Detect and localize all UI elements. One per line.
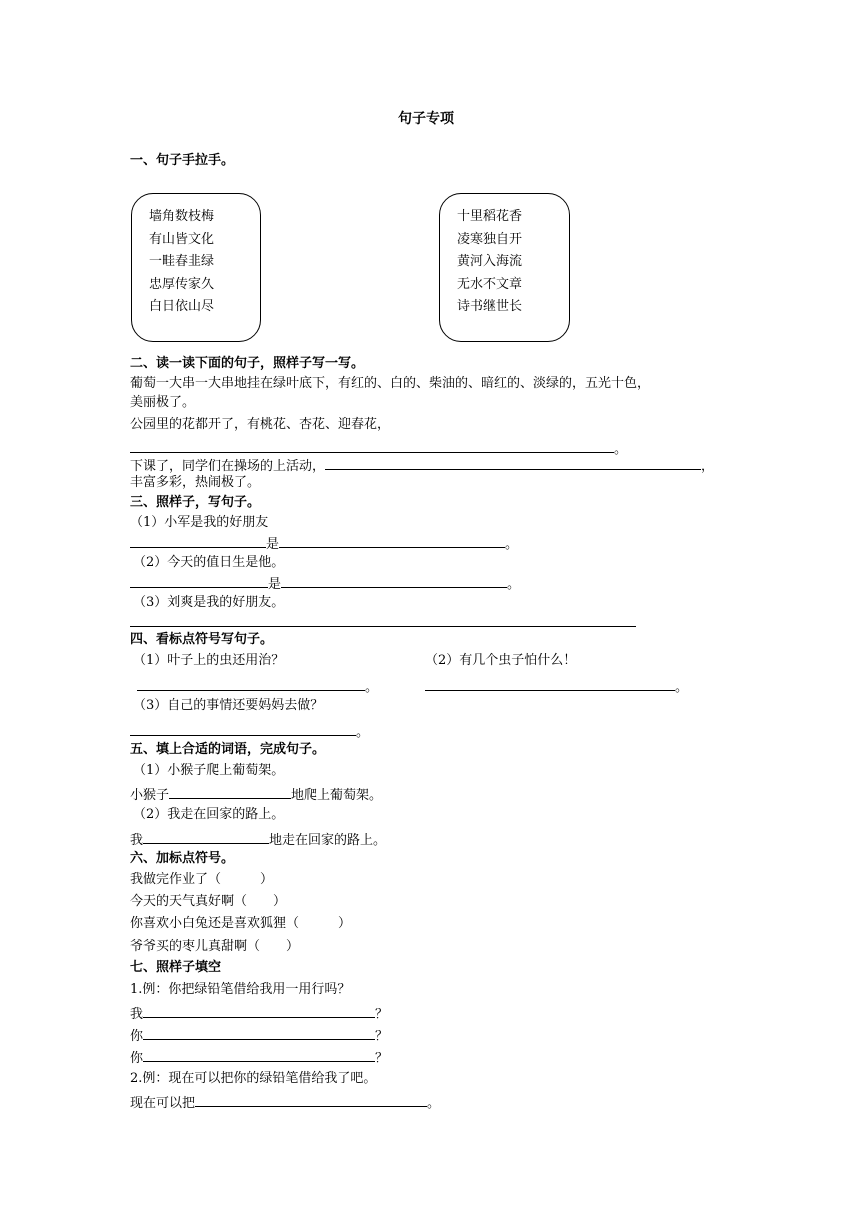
s7-answer-row-2: 你 ？ — [130, 1025, 388, 1046]
left-phrase[interactable]: 墙角数枝梅 — [149, 209, 215, 224]
s3-q1-example: （1）小军是我的好朋友 — [130, 515, 269, 530]
s4-q2: （2）有几个虫子怕什么！ — [425, 653, 577, 668]
s7-answer-row-3: 你 ？ — [130, 1047, 388, 1068]
park-answer-row: 。 — [130, 438, 627, 459]
punctuation-item[interactable]: 你喜欢小白兔还是喜欢狐狸（ ） — [130, 916, 352, 931]
s7-blank-2[interactable] — [143, 1025, 375, 1040]
s3-q2-answer-row: 是 。 — [130, 573, 520, 594]
right-phrase[interactable]: 凌寒独自开 — [457, 231, 523, 247]
s4-q3-blank[interactable] — [130, 721, 356, 736]
page-title: 句子专项 — [398, 111, 454, 127]
recess-answer-blank[interactable] — [325, 455, 701, 470]
s5-q2-blank[interactable] — [143, 829, 269, 844]
s4-q2-blank[interactable] — [425, 676, 675, 691]
section-4-heading: 四、看标点符号写句子。 — [130, 632, 274, 647]
right-phrase[interactable]: 十里稻花香 — [457, 209, 523, 224]
s4-q1-blank[interactable] — [137, 676, 365, 691]
punctuation-item[interactable]: 今天的天气真好啊（ ） — [130, 894, 287, 909]
s7-blank-3[interactable] — [143, 1047, 375, 1062]
s7-example-1: 1.例：你把绿铅笔借给我用一用行吗？ — [130, 982, 351, 997]
section-6-heading: 六、加标点符号。 — [130, 851, 235, 866]
section-5-heading: 五、填上合适的词语，完成句子。 — [130, 742, 326, 757]
s3-q3-answer-row — [130, 612, 636, 633]
right-phrase[interactable]: 诗书继世长 — [457, 299, 523, 314]
s5-q1-example: （1）小猴子爬上葡萄架。 — [133, 763, 285, 778]
section-7-heading: 七、照样子填空 — [130, 960, 222, 975]
s5-q2-answer-row: 我 地走在回家的路上。 — [130, 829, 386, 850]
section-1-heading: 一、句子手拉手。 — [130, 153, 235, 168]
s4-q3: （3）自己的事情还要妈妈去做？ — [133, 698, 324, 713]
s5-q1-blank[interactable] — [169, 784, 291, 799]
s3-q2-example: （2）今天的值日生是他。 — [133, 555, 285, 570]
s3-q1-answer-row: 是 。 — [130, 533, 518, 554]
right-phrase[interactable]: 黄河入海流 — [457, 254, 523, 269]
recess-sentence-end: 丰富多彩，热闹极了。 — [130, 475, 261, 490]
s4-q2-answer-row: 。 — [425, 676, 688, 697]
park-answer-blank[interactable] — [130, 438, 614, 453]
left-phrase[interactable]: 有山皆文化 — [149, 231, 215, 247]
right-word-box — [439, 193, 570, 342]
punctuation-item[interactable]: 我做完作业了（ ） — [130, 872, 274, 887]
s4-q3-answer-row: 。 — [130, 721, 369, 742]
s3-q3-example: （3）刘爽是我的好朋友。 — [133, 595, 285, 610]
punctuation-item[interactable]: 爷爷买的枣儿真甜啊（ ） — [130, 939, 300, 954]
recess-row: 下课了，同学们在操场的上活动， ， — [130, 455, 714, 476]
s7-blank-1[interactable] — [143, 1003, 375, 1018]
s7-blank-4[interactable] — [195, 1092, 427, 1107]
left-phrase[interactable]: 白日依山尽 — [149, 299, 215, 314]
s7-answer-row-4: 现在可以把 。 — [130, 1092, 440, 1113]
left-phrase[interactable]: 忠厚传家久 — [149, 276, 215, 292]
left-phrase[interactable]: 一畦春韭绿 — [149, 254, 215, 269]
s5-q2-example: （2）我走在回家的路上。 — [133, 807, 285, 822]
example-sentence-line-1: 葡萄一大串一大串地挂在绿叶底下，有红的、白的、柴油的、暗红的、淡绿的，五光十色， — [130, 376, 651, 391]
s7-answer-row-1: 我 ？ — [130, 1003, 388, 1024]
s3-q1-blank-a[interactable] — [130, 533, 266, 548]
s7-example-2: 2.例：现在可以把你的绿铅笔借给我了吧。 — [130, 1071, 377, 1086]
s3-q1-blank-b[interactable] — [279, 533, 505, 548]
s3-q3-blank[interactable] — [130, 612, 636, 627]
s3-q2-blank-a[interactable] — [130, 573, 268, 588]
park-flowers-prompt: 公园里的花都开了，有桃花、杏花、迎春花， — [130, 417, 391, 432]
section-3-heading: 三、照样子，写句子。 — [130, 495, 261, 510]
s5-q1-answer-row: 小猴子 地爬上葡萄架。 — [130, 784, 382, 805]
section-2-heading: 二、读一读下面的句子，照样子写一写。 — [130, 356, 365, 371]
example-sentence-line-2: 美丽极了。 — [130, 395, 196, 410]
s4-q1: （1）叶子上的虫还用治？ — [133, 653, 285, 668]
right-phrase[interactable]: 无水不文章 — [457, 276, 523, 292]
s3-q2-blank-b[interactable] — [281, 573, 507, 588]
left-word-box — [131, 193, 261, 342]
s4-q1-answer-row: 。 — [137, 676, 378, 697]
